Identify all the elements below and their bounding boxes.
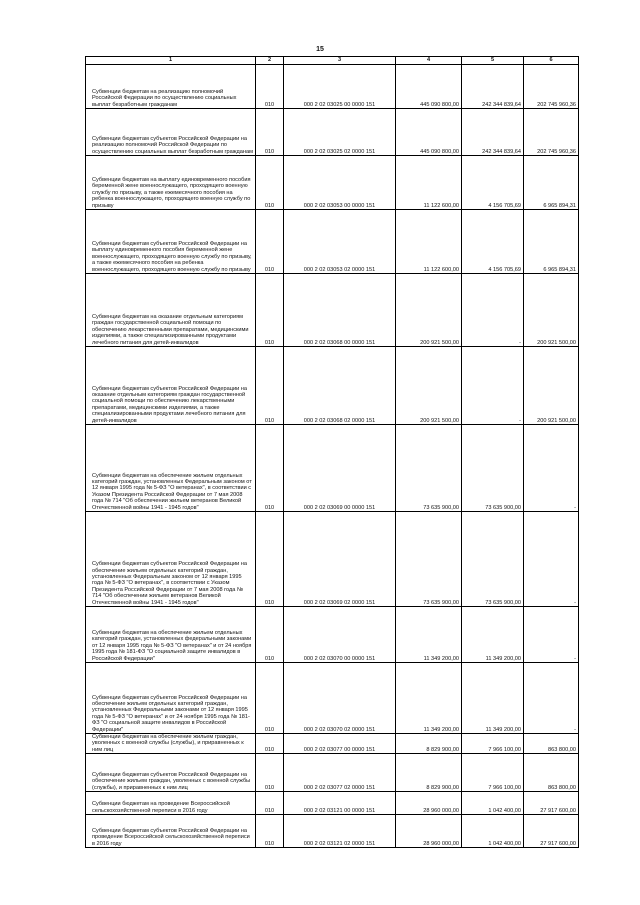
row-amount-executed: 1 042 400,00 bbox=[462, 792, 524, 815]
row-description: Субвенции бюджетам субъектов Российской Федерации на выплату единовременного пособия беременной жене военнослужащего, проходящего военную службу по призыву, а также ежемесячного пособия на ребенка военнослужащего, проходящего военную службу по призыву bbox=[86, 210, 256, 274]
row-budget-code: 000 2 02 03053 00 0000 151 bbox=[284, 156, 396, 210]
table-row bbox=[86, 425, 579, 512]
row-description: Субвенции бюджетам субъектов Российской Федерации на обеспечение жильем отдельных категорий граждан, установленных Федеральными законами от 12 января 1995 года № 5-ФЗ "О ветеранах" и от 24 ноября 1995 года № 181-ФЗ "О социальной защите инвалидов в Российской Федерации" bbox=[86, 663, 256, 734]
row-amount-approved: 445 090 800,00 bbox=[396, 109, 462, 156]
row-budget-code: 000 2 02 03077 00 0000 151 bbox=[284, 734, 396, 754]
row-amount-remaining: 6 965 894,31 bbox=[524, 210, 579, 274]
row-description: Субвенции бюджетам субъектов Российской Федерации на оказание отдельным категориям граждан государственной социальной помощи по обеспечению лекарственными препаратами, медицинскими изделиями, а также специализированными продуктами лечебного питания для детей-инвалидов bbox=[86, 347, 256, 425]
table-row bbox=[86, 734, 579, 754]
row-amount-executed: 73 635 900,00 bbox=[462, 512, 524, 607]
row-budget-code: 000 2 02 03121 02 0000 151 bbox=[284, 815, 396, 848]
table-header-row bbox=[86, 57, 579, 65]
page-number: 15 bbox=[316, 46, 324, 53]
row-column-2: 010 bbox=[256, 274, 284, 347]
row-amount-approved: 8 829 900,00 bbox=[396, 754, 462, 792]
row-amount-executed: 242 344 839,64 bbox=[462, 65, 524, 109]
column-header: 6 bbox=[524, 57, 579, 65]
row-amount-executed: 4 156 705,69 bbox=[462, 156, 524, 210]
row-amount-executed: 4 156 705,69 bbox=[462, 210, 524, 274]
row-amount-remaining: 863 800,00 bbox=[524, 734, 579, 754]
row-amount-executed: - bbox=[462, 347, 524, 425]
row-description: Субвенции бюджетам на оказание отдельным категориям граждан государственной социальной помощи по обеспечению лекарственными препаратами, медицинскими изделиями, а также специализированными продуктами лечебного питания для детей-инвалидов bbox=[86, 274, 256, 347]
row-column-2: 010 bbox=[256, 210, 284, 274]
row-amount-approved: 11 349 200,00 bbox=[396, 607, 462, 663]
row-column-2: 010 bbox=[256, 815, 284, 848]
row-amount-executed: 1 042 400,00 bbox=[462, 815, 524, 848]
table-row bbox=[86, 65, 579, 109]
table-row bbox=[86, 210, 579, 274]
row-amount-executed: - bbox=[462, 274, 524, 347]
row-amount-remaining: 200 921 500,00 bbox=[524, 274, 579, 347]
row-amount-remaining: - bbox=[524, 663, 579, 734]
row-budget-code: 000 2 02 03077 02 0000 151 bbox=[284, 754, 396, 792]
row-amount-remaining: 27 917 600,00 bbox=[524, 815, 579, 848]
row-amount-executed: 7 966 100,00 bbox=[462, 734, 524, 754]
row-budget-code: 000 2 02 03025 00 0000 151 bbox=[284, 65, 396, 109]
row-description: Субвенции бюджетам на обеспечение жильем граждан, уволенных с военной службы (службы), и приравненных к ним лиц bbox=[86, 734, 256, 754]
row-description: Субвенции бюджетам на проведение Всероссийской сельскохозяйственной переписи в 2016 году bbox=[86, 792, 256, 815]
row-column-2: 010 bbox=[256, 347, 284, 425]
row-budget-code: 000 2 02 03053 02 0000 151 bbox=[284, 210, 396, 274]
row-amount-approved: 11 122 600,00 bbox=[396, 156, 462, 210]
row-amount-remaining: 27 917 600,00 bbox=[524, 792, 579, 815]
table-row bbox=[86, 607, 579, 663]
row-column-2: 010 bbox=[256, 156, 284, 210]
budget-table bbox=[85, 56, 579, 848]
row-budget-code: 000 2 02 03069 02 0000 151 bbox=[284, 512, 396, 607]
column-header: 5 bbox=[462, 57, 524, 65]
row-amount-remaining: 6 965 894,31 bbox=[524, 156, 579, 210]
table-row bbox=[86, 347, 579, 425]
row-amount-executed: 73 635 900,00 bbox=[462, 425, 524, 512]
table-row bbox=[86, 512, 579, 607]
row-amount-approved: 11 349 200,00 bbox=[396, 663, 462, 734]
row-amount-approved: 28 960 000,00 bbox=[396, 815, 462, 848]
row-amount-approved: 200 921 500,00 bbox=[396, 274, 462, 347]
row-amount-approved: 28 960 000,00 bbox=[396, 792, 462, 815]
row-description: Субвенции бюджетам субъектов Российской Федерации на проведение Всероссийской сельскохозяйственной переписи в 2016 году bbox=[86, 815, 256, 848]
row-description: Субвенции бюджетам на обеспечение жильем отдельных категорий граждан, установленных федеральными законами от 12 января 1995 года № 5-ФЗ "О ветеранах" и от 24 ноября 1995 года № 181-ФЗ "О социальной защите инвалидов в Российской Федерации" bbox=[86, 607, 256, 663]
row-column-2: 010 bbox=[256, 65, 284, 109]
row-amount-executed: 11 349 200,00 bbox=[462, 607, 524, 663]
row-amount-approved: 445 090 800,00 bbox=[396, 65, 462, 109]
row-column-2: 010 bbox=[256, 734, 284, 754]
row-amount-executed: 7 966 100,00 bbox=[462, 754, 524, 792]
table-row bbox=[86, 156, 579, 210]
table-row bbox=[86, 663, 579, 734]
column-header: 4 bbox=[396, 57, 462, 65]
row-description: Субвенции бюджетам на реализацию полномочий Российской Федерации по осуществлению социальных выплат безработным гражданам bbox=[86, 65, 256, 109]
row-budget-code: 000 2 02 03070 00 0000 151 bbox=[284, 607, 396, 663]
row-column-2: 010 bbox=[256, 607, 284, 663]
row-budget-code: 000 2 02 03069 00 0000 151 bbox=[284, 425, 396, 512]
row-budget-code: 000 2 02 03068 00 0000 151 bbox=[284, 274, 396, 347]
row-budget-code: 000 2 02 03121 00 0000 151 bbox=[284, 792, 396, 815]
table-row bbox=[86, 109, 579, 156]
row-budget-code: 000 2 02 03025 02 0000 151 bbox=[284, 109, 396, 156]
row-amount-approved: 73 635 900,00 bbox=[396, 512, 462, 607]
row-budget-code: 000 2 02 03068 02 0000 151 bbox=[284, 347, 396, 425]
row-amount-approved: 73 635 900,00 bbox=[396, 425, 462, 512]
row-description: Субвенции бюджетам на выплату единовременного пособия беременной жене военнослужащего, проходящего военную службу по призыву, а также ежемесячного пособия на ребенка военнослужащего, проходящего военную службу по призыву bbox=[86, 156, 256, 210]
table-row bbox=[86, 754, 579, 792]
row-amount-remaining: 863 800,00 bbox=[524, 754, 579, 792]
row-amount-executed: 242 344 839,64 bbox=[462, 109, 524, 156]
row-amount-executed: 11 349 200,00 bbox=[462, 663, 524, 734]
row-amount-approved: 8 829 900,00 bbox=[396, 734, 462, 754]
row-amount-approved: 11 122 600,00 bbox=[396, 210, 462, 274]
row-amount-remaining: - bbox=[524, 512, 579, 607]
row-column-2: 010 bbox=[256, 512, 284, 607]
column-header: 2 bbox=[256, 57, 284, 65]
table-row bbox=[86, 815, 579, 848]
column-header: 1 bbox=[86, 57, 256, 65]
row-amount-approved: 200 921 500,00 bbox=[396, 347, 462, 425]
row-amount-remaining: 202 745 960,36 bbox=[524, 109, 579, 156]
row-column-2: 010 bbox=[256, 792, 284, 815]
table-row bbox=[86, 792, 579, 815]
row-description: Субвенции бюджетам субъектов Российской Федерации на обеспечение жильем отдельных категорий граждан, установленных Федеральным законом от 12 января 1995 года № 5-ФЗ "О ветеранах", в соответствии с Указом Президента Российской Федерации от 7 мая 2008 года № 714 "Об обеспечении жильем ветеранов Великой Отечественной войны 1941 - 1945 годов" bbox=[86, 512, 256, 607]
row-description: Субвенции бюджетам субъектов Российской Федерации на реализацию полномочий Российской Федерации по осуществлению социальных выплат безработным гражданам bbox=[86, 109, 256, 156]
row-description: Субвенции бюджетам субъектов Российской Федерации на обеспечение жильем граждан, уволенных с военной службы (службы), и приравненных к ним лиц bbox=[86, 754, 256, 792]
row-amount-remaining: - bbox=[524, 607, 579, 663]
row-amount-remaining: 200 921 500,00 bbox=[524, 347, 579, 425]
row-amount-remaining: 202 745 960,36 bbox=[524, 65, 579, 109]
row-column-2: 010 bbox=[256, 754, 284, 792]
row-description: Субвенции бюджетам на обеспечение жильем отдельных категорий граждан, установленных Федеральным законом от 12 января 1995 года № 5-ФЗ "О ветеранах", в соответствии с Указом Президента Российской Федерации от 7 мая 2008 года № 714 "Об обеспечении жильем ветеранов Великой Отечественной войны 1941 - 1945 годов" bbox=[86, 425, 256, 512]
column-header: 3 bbox=[284, 57, 396, 65]
row-column-2: 010 bbox=[256, 109, 284, 156]
table-row bbox=[86, 274, 579, 347]
row-budget-code: 000 2 02 03070 02 0000 151 bbox=[284, 663, 396, 734]
row-column-2: 010 bbox=[256, 663, 284, 734]
row-amount-remaining: - bbox=[524, 425, 579, 512]
row-column-2: 010 bbox=[256, 425, 284, 512]
